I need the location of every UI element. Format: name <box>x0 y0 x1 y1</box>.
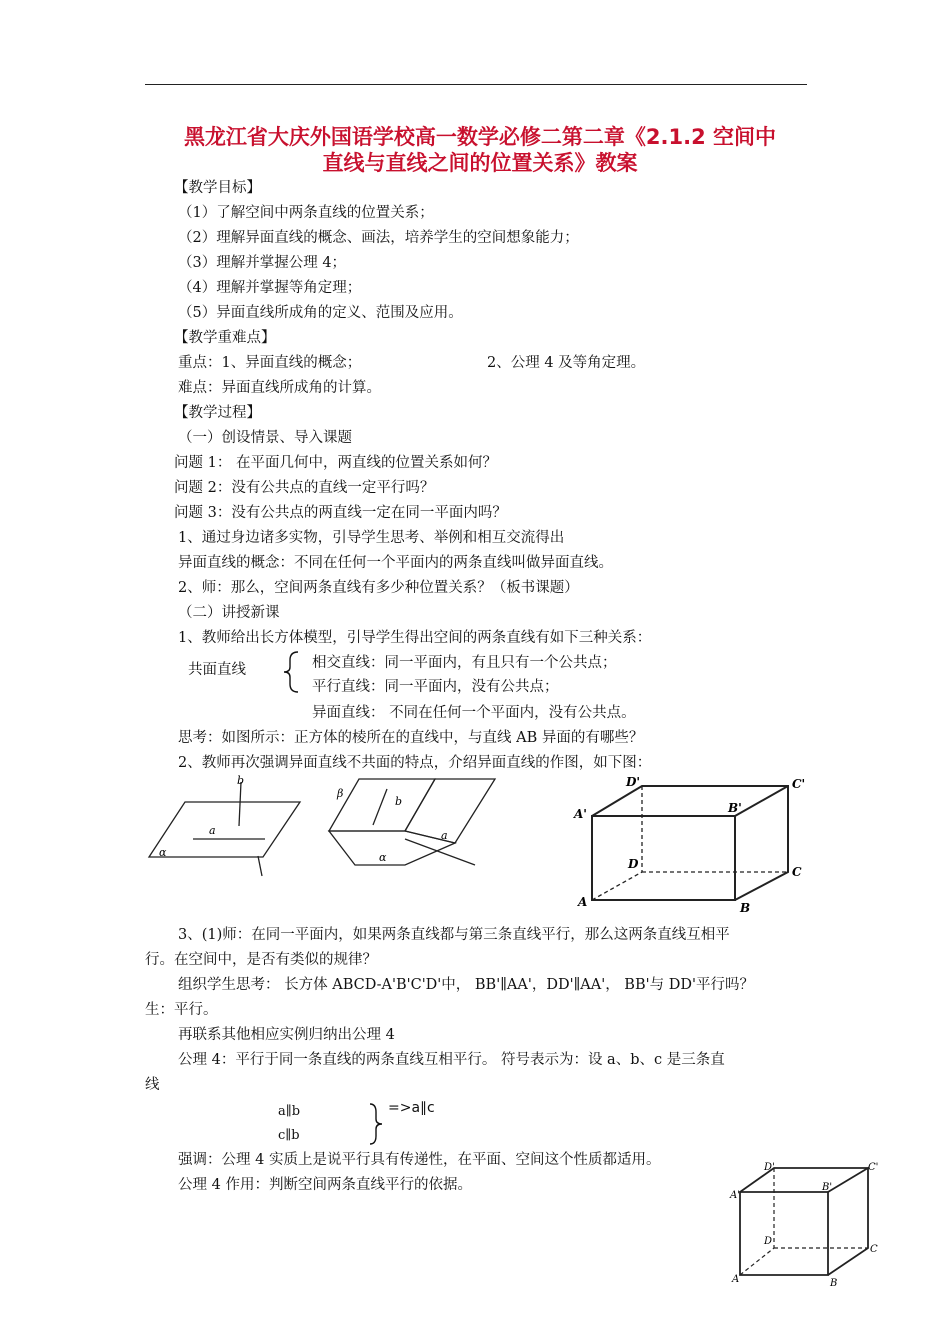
title-line-2: 直线与直线之间的位置关系》教案 <box>322 151 638 175</box>
difficulty: 难点：异面直线所成角的计算。 <box>178 380 381 396</box>
teach-3a: 3、(1)师：在同一平面内，如果两条直线都与第三条直线平行，那么这两条直线互相平 <box>178 927 730 943</box>
axiom-4-cont: 线 <box>145 1077 160 1093</box>
part-2-heading: （二）讲授新课 <box>178 605 280 621</box>
organize-thinking: 组织学生思考： 长方体 ABCD-A'B'C'D'中， BB'∥AA'，DD'∥AA'， BB'与 DD'平行吗？ <box>178 977 754 993</box>
paragraph-2: 2、师：那么，空间两条直线有多少种位置关系？（板书课题） <box>178 580 579 596</box>
svg-text:B': B' <box>822 1182 833 1193</box>
svg-text:B': B' <box>728 801 742 815</box>
coplanar-label: 共面直线 <box>188 662 246 678</box>
key-heading: 【教学重难点】 <box>174 330 276 346</box>
svg-text:B: B <box>740 901 751 914</box>
svg-text:C: C <box>870 1244 878 1255</box>
svg-text:D': D' <box>626 775 641 789</box>
paragraph-1: 1、通过身边诸多实物，引导学生思考、举例和相互交流得出 <box>178 530 565 546</box>
svg-text:β: β <box>337 787 344 800</box>
induce-axiom: 再联系其他相应实例归纳出公理 4 <box>178 1027 395 1043</box>
axiom-use: 公理 4 作用：判断空间两条直线平行的依据。 <box>178 1177 472 1193</box>
key-point-2: 2、公理 4 及等角定理。 <box>487 355 646 371</box>
student-answer: 生：平行。 <box>145 1002 218 1018</box>
svg-text:D': D' <box>764 1162 775 1173</box>
svg-text:B: B <box>830 1278 838 1289</box>
symbol-c-parallel-b: c∥b <box>278 1128 300 1143</box>
question-1: 问题 1： 在平面几何中，两直线的位置关系如何？ <box>174 455 497 471</box>
svg-text:b: b <box>395 795 403 808</box>
skew-figure-1 <box>145 772 305 877</box>
goal-2: （2）理解异面直线的概念、画法，培养学生的空间想象能力； <box>178 230 579 246</box>
key-point: 重点：1、异面直线的概念； <box>178 355 362 371</box>
symbol-result: =>a∥c <box>388 1100 435 1116</box>
parallel-lines: 平行直线：同一平面内，没有公共点； <box>312 679 559 695</box>
title-line-1: 黑龙江省大庆外国语学校高一数学必修二第二章《2.1.2 空间中 <box>183 125 777 149</box>
svg-text:A': A' <box>574 807 587 821</box>
emphasis: 强调：公理 4 实质上是说平行具有传递性，在平面、空间这个性质都适用。 <box>178 1152 661 1168</box>
svg-text:A: A <box>578 895 588 909</box>
axiom-4: 公理 4：平行于同一条直线的两条直线互相平行。 符号表示为：设 a、b、c 是三条直 <box>178 1052 725 1068</box>
svg-text:b: b <box>237 774 245 787</box>
goal-4: （4）理解并掌握等角定理； <box>178 280 362 296</box>
question-2: 问题 2：没有公共点的直线一定平行吗？ <box>174 480 435 496</box>
svg-text:a: a <box>209 824 216 837</box>
symbol-a-parallel-b: a∥b <box>278 1104 301 1119</box>
svg-text:α: α <box>159 846 167 859</box>
question-3: 问题 3：没有公共点的两直线一定在同一平面内吗？ <box>174 505 507 521</box>
teach-2: 2、教师再次强调异面直线不共面的特点，介绍异面直线的作图，如下图： <box>178 755 652 771</box>
svg-text:D: D <box>628 857 639 871</box>
svg-text:A: A <box>732 1274 740 1285</box>
teach-1: 1、教师给出长方体模型，引导学生得出空间的两条直线有如下三种关系： <box>178 630 652 646</box>
svg-text:A': A' <box>730 1190 740 1201</box>
svg-text:a: a <box>441 829 448 842</box>
svg-text:C': C' <box>868 1162 879 1173</box>
svg-text:C': C' <box>792 777 806 791</box>
svg-text:C: C <box>792 865 802 879</box>
right-brace <box>368 1102 384 1146</box>
cuboid-figure-2 <box>728 1160 883 1290</box>
intersecting-lines: 相交直线：同一平面内，有且只有一个公共点； <box>312 655 617 671</box>
goals-heading: 【教学目标】 <box>174 180 261 196</box>
goal-3: （3）理解并掌握公理 4； <box>178 255 347 271</box>
skew-figure-2 <box>325 775 500 870</box>
top-rule <box>145 84 807 85</box>
goal-5: （5）异面直线所成角的定义、范围及应用。 <box>178 305 463 321</box>
svg-text:D: D <box>764 1236 773 1247</box>
think-question: 思考：如图所示：正方体的棱所在的直线中，与直线 AB 异面的有哪些？ <box>178 730 644 746</box>
skew-definition: 异面直线的概念：不同在任何一个平面内的两条直线叫做异面直线。 <box>178 555 613 571</box>
cuboid-figure-1 <box>570 772 810 914</box>
svg-text:α: α <box>379 851 387 864</box>
process-heading: 【教学过程】 <box>174 405 261 421</box>
part-1-heading: （一）创设情景、导入课题 <box>178 430 352 446</box>
skew-lines: 异面直线： 不同在任何一个平面内，没有公共点。 <box>312 705 636 721</box>
goal-1: （1）了解空间中两条直线的位置关系； <box>178 205 434 221</box>
teach-3b: 行。在空间中，是否有类似的规律？ <box>145 952 377 968</box>
left-brace <box>282 650 302 694</box>
